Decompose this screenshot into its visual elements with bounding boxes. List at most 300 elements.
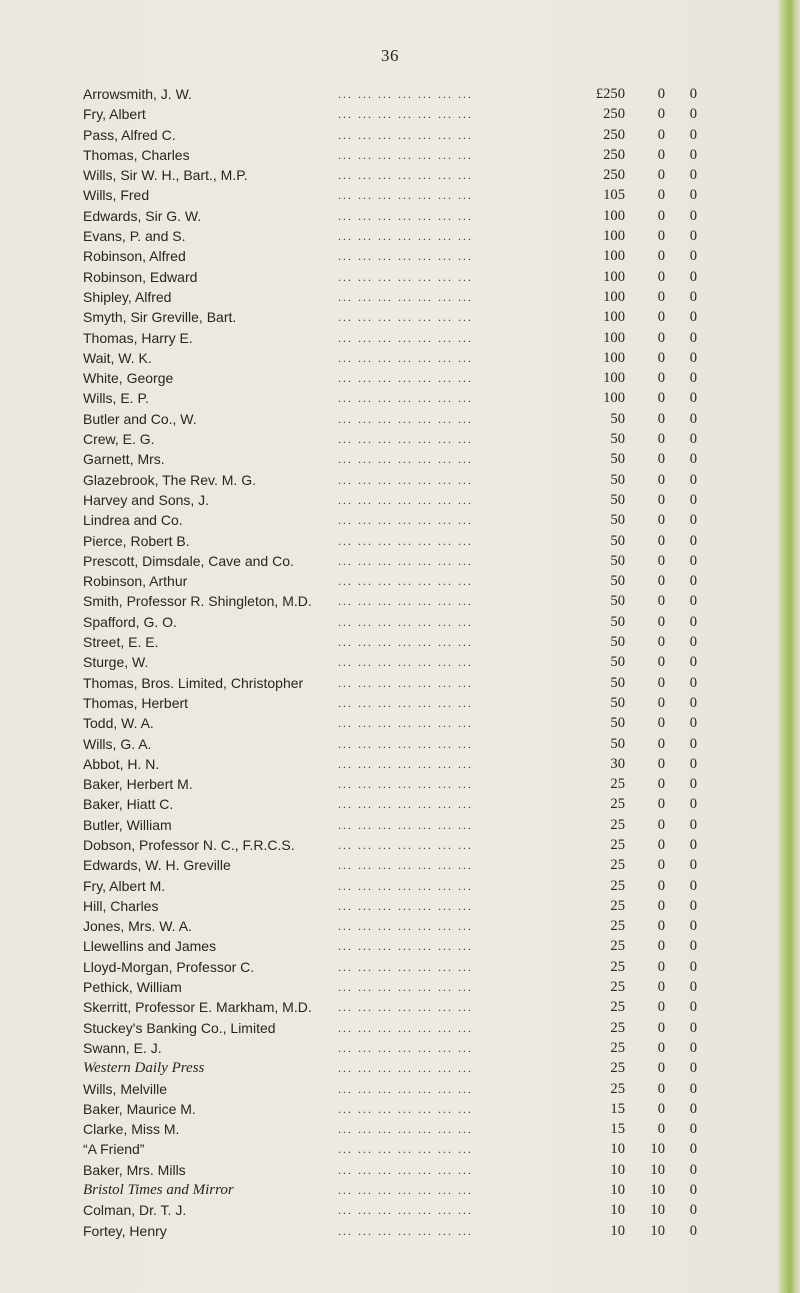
amount-shillings: 0 — [657, 613, 665, 630]
subscriber-name: Stuckey's Banking Co., Limited — [83, 1019, 276, 1036]
subscriber-name: White, George — [83, 370, 174, 387]
subscriber-name: Street, E. E. — [83, 634, 159, 651]
list-item — [83, 713, 723, 733]
amount-shillings: 0 — [657, 187, 665, 204]
subscriber-name: Wills, E. P. — [83, 390, 149, 407]
amount-shillings: 0 — [657, 634, 665, 651]
list-item — [83, 591, 723, 611]
subscriber-name: Fry, Albert — [83, 106, 146, 123]
dot-leader: ... ... ... ... ... ... ... — [338, 553, 473, 568]
amount-pence: 0 — [689, 1100, 697, 1117]
amount-pence: 0 — [689, 512, 697, 529]
amount-shillings: 0 — [657, 106, 665, 123]
subscriber-name: Thomas, Herbert — [83, 694, 189, 711]
amount-pence: 0 — [689, 390, 697, 407]
subscriber-name: Sturge, W. — [83, 654, 149, 671]
list-item — [83, 936, 723, 956]
amount-shillings: 0 — [657, 228, 665, 245]
list-item — [83, 1079, 723, 1099]
amount-pounds: 100 — [603, 207, 625, 224]
amount-pounds: 50 — [610, 410, 625, 427]
amount-pounds: 25 — [610, 1039, 625, 1056]
subscriber-name: Baker, Herbert M. — [83, 776, 193, 793]
amount-pence: 0 — [689, 268, 697, 285]
subscriber-name: Baker, Hiatt C. — [83, 796, 174, 813]
amount-pence: 0 — [689, 349, 697, 366]
amount-pence: 0 — [689, 1019, 697, 1036]
list-item — [83, 1160, 723, 1180]
list-item — [83, 1018, 723, 1038]
dot-leader: ... ... ... ... ... ... ... — [338, 817, 473, 832]
list-item — [83, 1119, 723, 1139]
amount-shillings: 0 — [657, 309, 665, 326]
amount-pounds: 25 — [610, 796, 625, 813]
list-item — [83, 673, 723, 693]
amount-pence: 0 — [689, 410, 697, 427]
amount-shillings: 0 — [657, 816, 665, 833]
amount-pounds: 25 — [610, 877, 625, 894]
list-item — [83, 1038, 723, 1058]
dot-leader: ... ... ... ... ... ... ... — [338, 208, 473, 223]
amount-shillings: 0 — [657, 897, 665, 914]
subscriber-name: Colman, Dr. T. J. — [83, 1202, 187, 1219]
dot-leader: ... ... ... ... ... ... ... — [338, 391, 473, 406]
dot-leader: ... ... ... ... ... ... ... — [338, 797, 473, 812]
amount-pounds: 50 — [610, 613, 625, 630]
amount-pence: 0 — [689, 86, 697, 102]
subscriber-name: Dobson, Professor N. C., F.R.C.S. — [83, 836, 295, 853]
amount-pence: 0 — [689, 288, 697, 305]
amount-shillings: 0 — [657, 288, 665, 305]
dot-leader: ... ... ... ... ... ... ... — [338, 1122, 473, 1137]
list-item — [83, 551, 723, 571]
dot-leader: ... ... ... ... ... ... ... — [338, 1081, 473, 1096]
amount-pence: 0 — [689, 1121, 697, 1138]
list-item — [83, 774, 723, 794]
amount-shillings: 0 — [657, 776, 665, 793]
amount-pounds: 50 — [610, 532, 625, 549]
list-item — [83, 794, 723, 814]
amount-pounds: 100 — [603, 329, 625, 346]
amount-shillings: 10 — [650, 1182, 665, 1199]
amount-pence: 0 — [689, 1161, 697, 1178]
amount-shillings: 0 — [657, 86, 665, 102]
amount-pence: 0 — [689, 491, 697, 508]
dot-leader: ... ... ... ... ... ... ... — [338, 533, 473, 548]
amount-shillings: 0 — [657, 877, 665, 894]
dot-leader: ... ... ... ... ... ... ... — [338, 695, 473, 710]
amount-shillings: 0 — [657, 491, 665, 508]
subscriber-name: Thomas, Bros. Limited, Christopher — [83, 674, 304, 691]
amount-pounds: 10 — [610, 1161, 625, 1178]
amount-pounds: 10 — [610, 1182, 625, 1199]
amount-pounds: 25 — [610, 776, 625, 793]
amount-pence: 0 — [689, 1039, 697, 1056]
amount-pounds: 250 — [603, 146, 625, 163]
amount-shillings: 0 — [657, 268, 665, 285]
dot-leader: ... ... ... ... ... ... ... — [338, 574, 473, 589]
amount-pence: 0 — [689, 938, 697, 955]
list-item — [83, 693, 723, 713]
subscriber-name: Llewellins and James — [83, 938, 217, 955]
amount-shillings: 0 — [657, 248, 665, 265]
amount-shillings: 0 — [657, 593, 665, 610]
amount-pounds: 100 — [603, 390, 625, 407]
amount-pounds: 25 — [610, 958, 625, 975]
amount-pounds: 10 — [610, 1141, 625, 1158]
amount-pounds: 25 — [610, 1060, 625, 1077]
amount-pounds: £250 — [595, 86, 625, 102]
amount-pence: 0 — [689, 187, 697, 204]
subscriber-name: Spafford, G. O. — [83, 613, 177, 630]
list-item — [83, 104, 723, 124]
amount-pounds: 50 — [610, 735, 625, 752]
list-item — [83, 429, 723, 449]
amount-pence: 0 — [689, 776, 697, 793]
subscriber-name: Robinson, Alfred — [83, 248, 186, 265]
amount-shillings: 0 — [657, 1100, 665, 1117]
amount-pence: 0 — [689, 1141, 697, 1158]
dot-leader: ... ... ... ... ... ... ... — [338, 939, 473, 954]
list-item — [83, 165, 723, 185]
amount-pounds: 100 — [603, 228, 625, 245]
amount-shillings: 0 — [657, 958, 665, 975]
subscriber-name: Butler and Co., W. — [83, 410, 197, 427]
amount-shillings: 0 — [657, 552, 665, 569]
amount-pounds: 25 — [610, 938, 625, 955]
subscriber-name: Robinson, Edward — [83, 268, 198, 285]
subscriber-name: Fortey, Henry — [83, 1222, 167, 1239]
dot-leader: ... ... ... ... ... ... ... — [338, 188, 473, 203]
amount-pounds: 25 — [610, 918, 625, 935]
amount-pence: 0 — [689, 857, 697, 874]
list-item — [83, 652, 723, 672]
amount-pounds: 50 — [610, 471, 625, 488]
dot-leader: ... ... ... ... ... ... ... — [338, 959, 473, 974]
list-item — [83, 835, 723, 855]
dot-leader: ... ... ... ... ... ... ... — [338, 107, 473, 122]
subscriber-name: Abbot, H. N. — [83, 755, 160, 772]
list-item — [83, 1099, 723, 1119]
amount-pounds: 100 — [603, 248, 625, 265]
amount-pence: 0 — [689, 451, 697, 468]
amount-shillings: 0 — [657, 451, 665, 468]
amount-pence: 0 — [689, 958, 697, 975]
dot-leader: ... ... ... ... ... ... ... — [338, 837, 473, 852]
amount-pence: 0 — [689, 796, 697, 813]
list-item — [83, 815, 723, 835]
list-item — [83, 531, 723, 551]
amount-pence: 0 — [689, 471, 697, 488]
amount-pounds: 10 — [610, 1222, 625, 1239]
list-item — [83, 287, 723, 307]
list-item — [83, 328, 723, 348]
amount-pounds: 50 — [610, 694, 625, 711]
amount-shillings: 0 — [657, 857, 665, 874]
dot-leader: ... ... ... ... ... ... ... — [338, 472, 473, 487]
subscriber-name: Wills, Sir W. H., Bart., M.P. — [83, 167, 248, 184]
list-item — [83, 876, 723, 896]
dot-leader: ... ... ... ... ... ... ... — [338, 411, 473, 426]
dot-leader: ... ... ... ... ... ... ... — [338, 919, 473, 934]
amount-shillings: 0 — [657, 410, 665, 427]
amount-shillings: 0 — [657, 1019, 665, 1036]
dot-leader: ... ... ... ... ... ... ... — [338, 898, 473, 913]
subscriber-name: Crew, E. G. — [83, 431, 155, 448]
dot-leader: ... ... ... ... ... ... ... — [338, 858, 473, 873]
subscriber-name: Garnett, Mrs. — [83, 451, 165, 468]
amount-pence: 0 — [689, 1222, 697, 1239]
amount-pence: 0 — [689, 370, 697, 387]
subscriber-name: “A Friend” — [83, 1141, 145, 1158]
list-item — [83, 348, 723, 368]
amount-pence: 0 — [689, 573, 697, 590]
dot-leader: ... ... ... ... ... ... ... — [338, 330, 473, 345]
subscriber-name: Wills, Melville — [83, 1080, 167, 1097]
list-item — [83, 1180, 723, 1200]
amount-shillings: 0 — [657, 979, 665, 996]
subscriber-name: Baker, Mrs. Mills — [83, 1161, 186, 1178]
subscriber-name: Jones, Mrs. W. A. — [83, 918, 192, 935]
amount-pence: 0 — [689, 593, 697, 610]
list-item — [83, 896, 723, 916]
subscriber-name: Harvey and Sons, J. — [83, 491, 210, 508]
dot-leader: ... ... ... ... ... ... ... — [338, 1142, 473, 1157]
subscriber-name: Butler, William — [83, 816, 172, 833]
dot-leader: ... ... ... ... ... ... ... — [338, 168, 473, 183]
amount-shillings: 0 — [657, 532, 665, 549]
list-item — [83, 916, 723, 936]
amount-pounds: 50 — [610, 593, 625, 610]
amount-shillings: 0 — [657, 207, 665, 224]
amount-shillings: 0 — [657, 755, 665, 772]
subscriber-name: Lloyd-Morgan, Professor C. — [83, 958, 255, 975]
subscriber-name: Pierce, Robert B. — [83, 532, 190, 549]
list-item — [83, 1221, 723, 1241]
amount-shillings: 0 — [657, 471, 665, 488]
amount-pence: 0 — [689, 897, 697, 914]
list-item — [83, 1200, 723, 1220]
subscriber-name: Arrowsmith, J. W. — [83, 86, 192, 102]
subscriber-name: Thomas, Harry E. — [83, 329, 193, 346]
subscriber-name: Edwards, Sir G. W. — [83, 207, 202, 224]
dot-leader: ... ... ... ... ... ... ... — [338, 513, 473, 528]
amount-pounds: 50 — [610, 573, 625, 590]
list-item — [83, 226, 723, 246]
subscriber-name: Bristol Times and Mirror — [83, 1182, 234, 1199]
amount-pence: 0 — [689, 329, 697, 346]
list-item — [83, 734, 723, 754]
list-item — [83, 307, 723, 327]
amount-shillings: 0 — [657, 674, 665, 691]
dot-leader: ... ... ... ... ... ... ... — [338, 310, 473, 325]
amount-shillings: 10 — [650, 1141, 665, 1158]
dot-leader: ... ... ... ... ... ... ... — [338, 269, 473, 284]
page-number: 36 — [381, 46, 399, 65]
amount-pence: 0 — [689, 106, 697, 123]
amount-shillings: 0 — [657, 836, 665, 853]
subscriber-name: Hill, Charles — [83, 897, 159, 914]
subscriber-name: Glazebrook, The Rev. M. G. — [83, 471, 256, 488]
amount-pence: 0 — [689, 735, 697, 752]
amount-pounds: 25 — [610, 1019, 625, 1036]
list-item — [83, 1139, 723, 1159]
amount-pounds: 100 — [603, 288, 625, 305]
dot-leader: ... ... ... ... ... ... ... — [338, 452, 473, 467]
dot-leader: ... ... ... ... ... ... ... — [338, 249, 473, 264]
amount-pence: 0 — [689, 654, 697, 671]
amount-shillings: 0 — [657, 999, 665, 1016]
dot-leader: ... ... ... ... ... ... ... — [338, 716, 473, 731]
amount-shillings: 0 — [657, 1039, 665, 1056]
amount-pence: 0 — [689, 755, 697, 772]
amount-pounds: 25 — [610, 897, 625, 914]
amount-pounds: 25 — [610, 979, 625, 996]
amount-pence: 0 — [689, 816, 697, 833]
amount-pounds: 50 — [610, 451, 625, 468]
subscriber-name: Wills, Fred — [83, 187, 150, 204]
amount-pounds: 250 — [603, 106, 625, 123]
subscriber-name: Prescott, Dimsdale, Cave and Co. — [83, 552, 294, 569]
amount-pence: 0 — [689, 694, 697, 711]
amount-shillings: 0 — [657, 1121, 665, 1138]
list-item — [83, 206, 723, 226]
amount-pence: 0 — [689, 1182, 697, 1199]
subscriber-name: Wills, G. A. — [83, 735, 152, 752]
amount-pounds: 250 — [603, 167, 625, 184]
subscriber-name: Smith, Professor R. Shingleton, M.D. — [83, 593, 312, 610]
dot-leader: ... ... ... ... ... ... ... — [338, 980, 473, 995]
amount-pence: 0 — [689, 1202, 697, 1219]
amount-pounds: 15 — [610, 1100, 625, 1117]
amount-pounds: 100 — [603, 349, 625, 366]
amount-pounds: 100 — [603, 309, 625, 326]
dot-leader: ... ... ... ... ... ... ... — [338, 878, 473, 893]
amount-pence: 0 — [689, 999, 697, 1016]
subscriber-name: Fry, Albert M. — [83, 877, 166, 894]
dot-leader: ... ... ... ... ... ... ... — [338, 614, 473, 629]
amount-shillings: 10 — [650, 1161, 665, 1178]
list-item — [83, 470, 723, 490]
amount-pounds: 25 — [610, 836, 625, 853]
amount-shillings: 0 — [657, 431, 665, 448]
list-item — [83, 510, 723, 530]
dot-leader: ... ... ... ... ... ... ... — [338, 1101, 473, 1116]
amount-pounds: 50 — [610, 491, 625, 508]
list-item — [83, 855, 723, 875]
dot-leader: ... ... ... ... ... ... ... — [338, 289, 473, 304]
amount-pence: 0 — [689, 979, 697, 996]
amount-pence: 0 — [689, 715, 697, 732]
amount-pence: 0 — [689, 228, 697, 245]
dot-leader: ... ... ... ... ... ... ... — [338, 675, 473, 690]
dot-leader: ... ... ... ... ... ... ... — [338, 635, 473, 650]
subscriber-name: Western Daily Press — [83, 1060, 205, 1077]
amount-shillings: 0 — [657, 715, 665, 732]
amount-shillings: 0 — [657, 146, 665, 163]
list-item — [83, 571, 723, 591]
amount-pounds: 50 — [610, 634, 625, 651]
amount-pence: 0 — [689, 613, 697, 630]
list-item — [83, 409, 723, 429]
amount-shillings: 0 — [657, 573, 665, 590]
dot-leader: ... ... ... ... ... ... ... — [338, 147, 473, 162]
page-edge-binding — [778, 0, 800, 1293]
dot-leader: ... ... ... ... ... ... ... — [338, 1162, 473, 1177]
amount-pence: 0 — [689, 248, 697, 265]
dot-leader: ... ... ... ... ... ... ... — [338, 777, 473, 792]
subscriber-name: Edwards, W. H. Greville — [83, 857, 231, 874]
list-item — [83, 490, 723, 510]
amount-pence: 0 — [689, 552, 697, 569]
subscriber-name: Shipley, Alfred — [83, 288, 172, 305]
list-item — [83, 145, 723, 165]
list-item — [83, 449, 723, 469]
amount-pounds: 50 — [610, 512, 625, 529]
dot-leader: ... ... ... ... ... ... ... — [338, 1223, 473, 1238]
subscriber-name: Wait, W. K. — [83, 349, 152, 366]
amount-pounds: 50 — [610, 715, 625, 732]
amount-pence: 0 — [689, 877, 697, 894]
amount-shillings: 0 — [657, 938, 665, 955]
amount-pence: 0 — [689, 126, 697, 143]
amount-pence: 0 — [689, 634, 697, 651]
dot-leader: ... ... ... ... ... ... ... — [338, 1020, 473, 1035]
list-item — [83, 977, 723, 997]
dot-leader: ... ... ... ... ... ... ... — [338, 492, 473, 507]
amount-shillings: 0 — [657, 735, 665, 752]
amount-pounds: 105 — [603, 187, 625, 204]
amount-shillings: 0 — [657, 329, 665, 346]
amount-pence: 0 — [689, 674, 697, 691]
amount-pence: 0 — [689, 431, 697, 448]
amount-pounds: 25 — [610, 857, 625, 874]
amount-pounds: 250 — [603, 126, 625, 143]
subscriber-name: Pethick, William — [83, 979, 182, 996]
amount-shillings: 0 — [657, 370, 665, 387]
list-item — [83, 125, 723, 145]
amount-shillings: 0 — [657, 1080, 665, 1097]
list-item — [83, 754, 723, 774]
amount-pence: 0 — [689, 167, 697, 184]
amount-pence: 0 — [689, 146, 697, 163]
amount-pounds: 15 — [610, 1121, 625, 1138]
dot-leader: ... ... ... ... ... ... ... — [338, 594, 473, 609]
list-item — [83, 997, 723, 1017]
dot-leader: ... ... ... ... ... ... ... — [338, 655, 473, 670]
amount-pounds: 25 — [610, 999, 625, 1016]
amount-shillings: 0 — [657, 349, 665, 366]
amount-pence: 0 — [689, 1080, 697, 1097]
amount-pence: 0 — [689, 207, 697, 224]
amount-pounds: 25 — [610, 816, 625, 833]
dot-leader: ... ... ... ... ... ... ... — [338, 1183, 473, 1198]
list-item — [83, 246, 723, 266]
amount-shillings: 10 — [650, 1202, 665, 1219]
dot-leader: ... ... ... ... ... ... ... — [338, 1040, 473, 1055]
list-item — [83, 957, 723, 977]
subscriber-name: Robinson, Arthur — [83, 573, 188, 590]
amount-pounds: 50 — [610, 431, 625, 448]
amount-pounds: 100 — [603, 370, 625, 387]
list-item — [83, 388, 723, 408]
amount-shillings: 0 — [657, 512, 665, 529]
dot-leader: ... ... ... ... ... ... ... — [338, 756, 473, 771]
list-item — [83, 368, 723, 388]
amount-pence: 0 — [689, 309, 697, 326]
dot-leader: ... ... ... ... ... ... ... — [338, 1203, 473, 1218]
amount-shillings: 0 — [657, 918, 665, 935]
